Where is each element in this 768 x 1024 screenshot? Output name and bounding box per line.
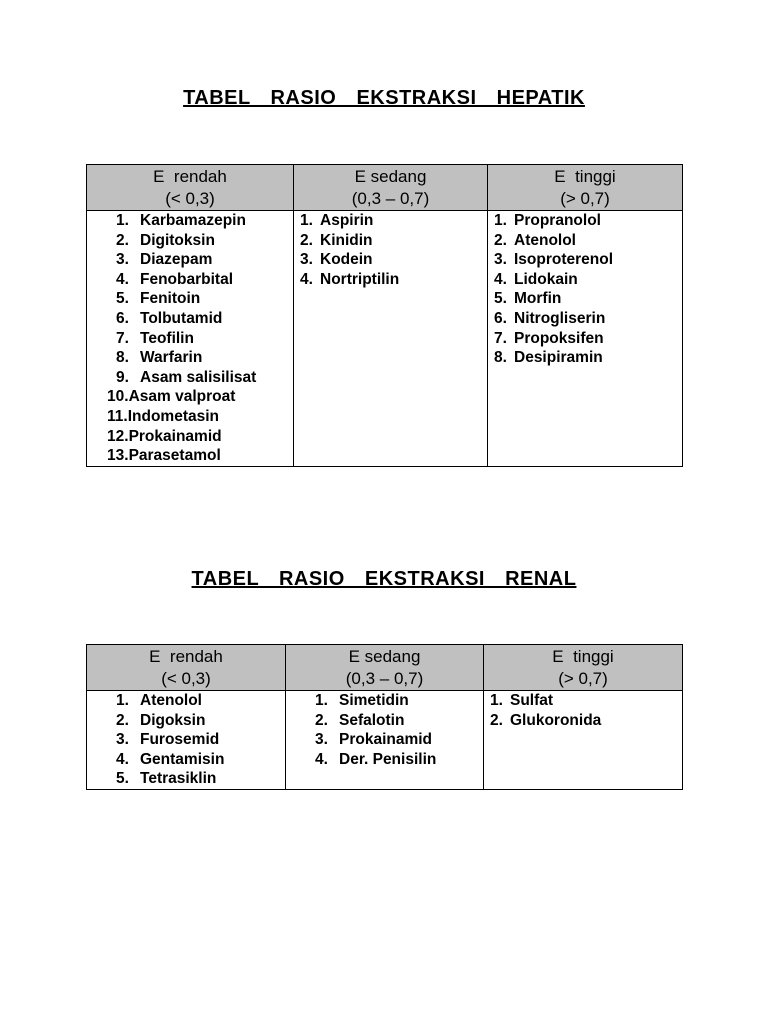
- list-item: [315, 750, 483, 770]
- list-item-name: Atenolol: [514, 231, 576, 249]
- list-item: [107, 446, 293, 466]
- list-item-number: 1.: [494, 212, 507, 229]
- list-item-name: Der. Penisilin: [339, 750, 437, 768]
- list-item-name: Propoksifen: [514, 329, 604, 347]
- list-item-number: 3.: [315, 731, 328, 749]
- renal-header-high: E tinggi (> 0,7): [484, 645, 683, 691]
- hepatic-header-low: E rendah (< 0,3): [87, 165, 294, 211]
- list-item-number: 2.: [116, 231, 129, 249]
- list-item-number: 1.: [300, 212, 313, 229]
- list-item-name: Morfin: [514, 290, 562, 308]
- list-item-number: 5.: [116, 770, 129, 788]
- list-item-number: 12.: [107, 427, 129, 445]
- list-item: [494, 211, 682, 231]
- renal-medium-cell: [286, 691, 484, 790]
- list-item-name: Tetrasiklin: [140, 770, 217, 788]
- list-item-name: Digoksin: [140, 711, 206, 729]
- list-item-name: Indometasin: [127, 407, 219, 425]
- hepatic-title: TABEL RASIO EKSTRAKSI HEPATIK: [183, 87, 585, 109]
- hepatic-medium-list: [294, 211, 487, 289]
- renal-title: TABEL RASIO EKSTRAKSI RENAL: [191, 568, 577, 590]
- list-item: [116, 211, 293, 231]
- list-item-name: Simetidin: [339, 692, 409, 709]
- list-item: [116, 250, 293, 270]
- list-item-name: Aspirin: [320, 212, 374, 229]
- list-item-number: 7.: [116, 329, 129, 347]
- list-item: [315, 691, 483, 711]
- list-item-number: 4.: [116, 270, 129, 288]
- list-item-name: Parasetamol: [128, 447, 221, 465]
- list-item-name: Fenitoin: [140, 290, 201, 308]
- list-item: [494, 231, 682, 251]
- list-item: [116, 289, 293, 309]
- list-item-name: Teofilin: [140, 329, 194, 347]
- list-item-number: 1.: [315, 692, 328, 709]
- list-item: [300, 250, 487, 270]
- list-item: [494, 250, 682, 270]
- list-item: [490, 691, 682, 711]
- list-item-number: 3.: [116, 731, 129, 749]
- list-item: [116, 750, 285, 770]
- hepatic-table: [86, 164, 683, 467]
- list-item-name: Fenobarbital: [140, 270, 234, 288]
- list-item: [315, 711, 483, 731]
- list-item-name: Diazepam: [140, 251, 213, 269]
- list-item-name: Propranolol: [514, 212, 601, 229]
- list-item: [494, 309, 682, 329]
- list-item: [494, 329, 682, 349]
- list-item-name: Asam salisilisat: [140, 368, 257, 386]
- list-item-number: 2.: [490, 711, 503, 729]
- renal-header-row: [87, 645, 683, 691]
- list-item: [116, 348, 293, 368]
- hepatic-header-row: [87, 165, 683, 211]
- list-item-number: 8.: [494, 349, 507, 367]
- renal-high-cell: [484, 691, 683, 790]
- list-item-name: Prokainamid: [339, 731, 433, 749]
- renal-body-row: [87, 691, 683, 790]
- list-item-name: Kodein: [320, 251, 373, 269]
- hepatic-high-list: [488, 211, 682, 368]
- renal-high-list: [484, 691, 682, 730]
- list-item: [107, 407, 293, 427]
- list-item-number: 3.: [116, 251, 129, 269]
- list-item-name: Gentamisin: [140, 750, 225, 768]
- list-item-number: 6.: [494, 309, 507, 327]
- renal-table: [86, 644, 683, 790]
- renal-low-cell: [87, 691, 286, 790]
- list-item: [116, 730, 285, 750]
- list-item-number: 4.: [300, 270, 313, 288]
- list-item: [116, 368, 293, 388]
- list-item: [107, 387, 293, 407]
- list-item: [116, 691, 285, 711]
- list-item: [490, 711, 682, 731]
- renal-header-medium: E sedang (0,3 – 0,7): [286, 645, 484, 691]
- list-item-number: 1.: [490, 692, 503, 709]
- list-item-number: 9.: [116, 368, 129, 386]
- list-item-number: 8.: [116, 349, 129, 367]
- list-item-number: 11.: [107, 407, 128, 425]
- list-item: [494, 270, 682, 290]
- list-item-name: Sefalotin: [339, 711, 405, 729]
- list-item-name: Atenolol: [140, 692, 202, 709]
- list-item-name: Desipiramin: [514, 349, 603, 367]
- list-item-number: 3.: [300, 251, 313, 269]
- list-item: [300, 231, 487, 251]
- hepatic-low-cell: [87, 211, 294, 467]
- renal-medium-list: [286, 691, 483, 769]
- list-item-number: 4.: [116, 750, 129, 768]
- hepatic-header-medium: E sedang (0,3 – 0,7): [294, 165, 488, 211]
- list-item: [300, 270, 487, 290]
- hepatic-header-high: E tinggi (> 0,7): [488, 165, 683, 211]
- hepatic-body-row: [87, 211, 683, 467]
- hepatic-low-list: [87, 211, 293, 466]
- list-item-name: Furosemid: [140, 731, 220, 749]
- list-item-number: 3.: [494, 251, 507, 269]
- list-item: [116, 270, 293, 290]
- list-item-name: Nortriptilin: [320, 270, 400, 288]
- list-item-name: Sulfat: [510, 692, 554, 709]
- list-item-number: 1.: [116, 692, 129, 709]
- list-item-name: Kinidin: [320, 231, 373, 249]
- list-item-name: Isoproterenol: [514, 251, 614, 269]
- list-item: [494, 289, 682, 309]
- list-item-number: 4.: [494, 270, 507, 288]
- list-item-number: 1.: [116, 212, 129, 229]
- list-item-number: 7.: [494, 329, 507, 347]
- list-item: [116, 309, 293, 329]
- list-item-name: Lidokain: [514, 270, 578, 288]
- list-item-name: Prokainamid: [128, 427, 222, 445]
- list-item-name: Asam valproat: [128, 388, 236, 406]
- list-item: [494, 348, 682, 368]
- hepatic-medium-cell: [294, 211, 488, 467]
- list-item: [116, 231, 293, 251]
- list-item: [315, 730, 483, 750]
- list-item: [300, 211, 487, 231]
- list-item-name: Glukoronida: [510, 711, 602, 729]
- list-item: [116, 769, 285, 789]
- list-item-number: 5.: [494, 290, 507, 308]
- list-item-name: Tolbutamid: [140, 309, 223, 327]
- list-item-number: 2.: [300, 231, 313, 249]
- list-item-name: Karbamazepin: [140, 212, 246, 229]
- list-item-number: 5.: [116, 290, 129, 308]
- list-item-name: Digitoksin: [140, 231, 215, 249]
- list-item-number: 10.: [107, 388, 129, 406]
- list-item: [116, 711, 285, 731]
- list-item-name: Nitrogliserin: [514, 309, 606, 327]
- list-item-number: 2.: [116, 711, 129, 729]
- list-item-number: 13.: [107, 447, 129, 465]
- renal-header-low: E rendah (< 0,3): [87, 645, 286, 691]
- list-item-number: 2.: [494, 231, 507, 249]
- hepatic-high-cell: [488, 211, 683, 467]
- list-item-number: 2.: [315, 711, 328, 729]
- list-item-name: Warfarin: [140, 349, 203, 367]
- list-item-number: 6.: [116, 309, 129, 327]
- list-item-number: 4.: [315, 750, 328, 768]
- list-item: [107, 427, 293, 447]
- renal-low-list: [87, 691, 285, 789]
- list-item: [116, 329, 293, 349]
